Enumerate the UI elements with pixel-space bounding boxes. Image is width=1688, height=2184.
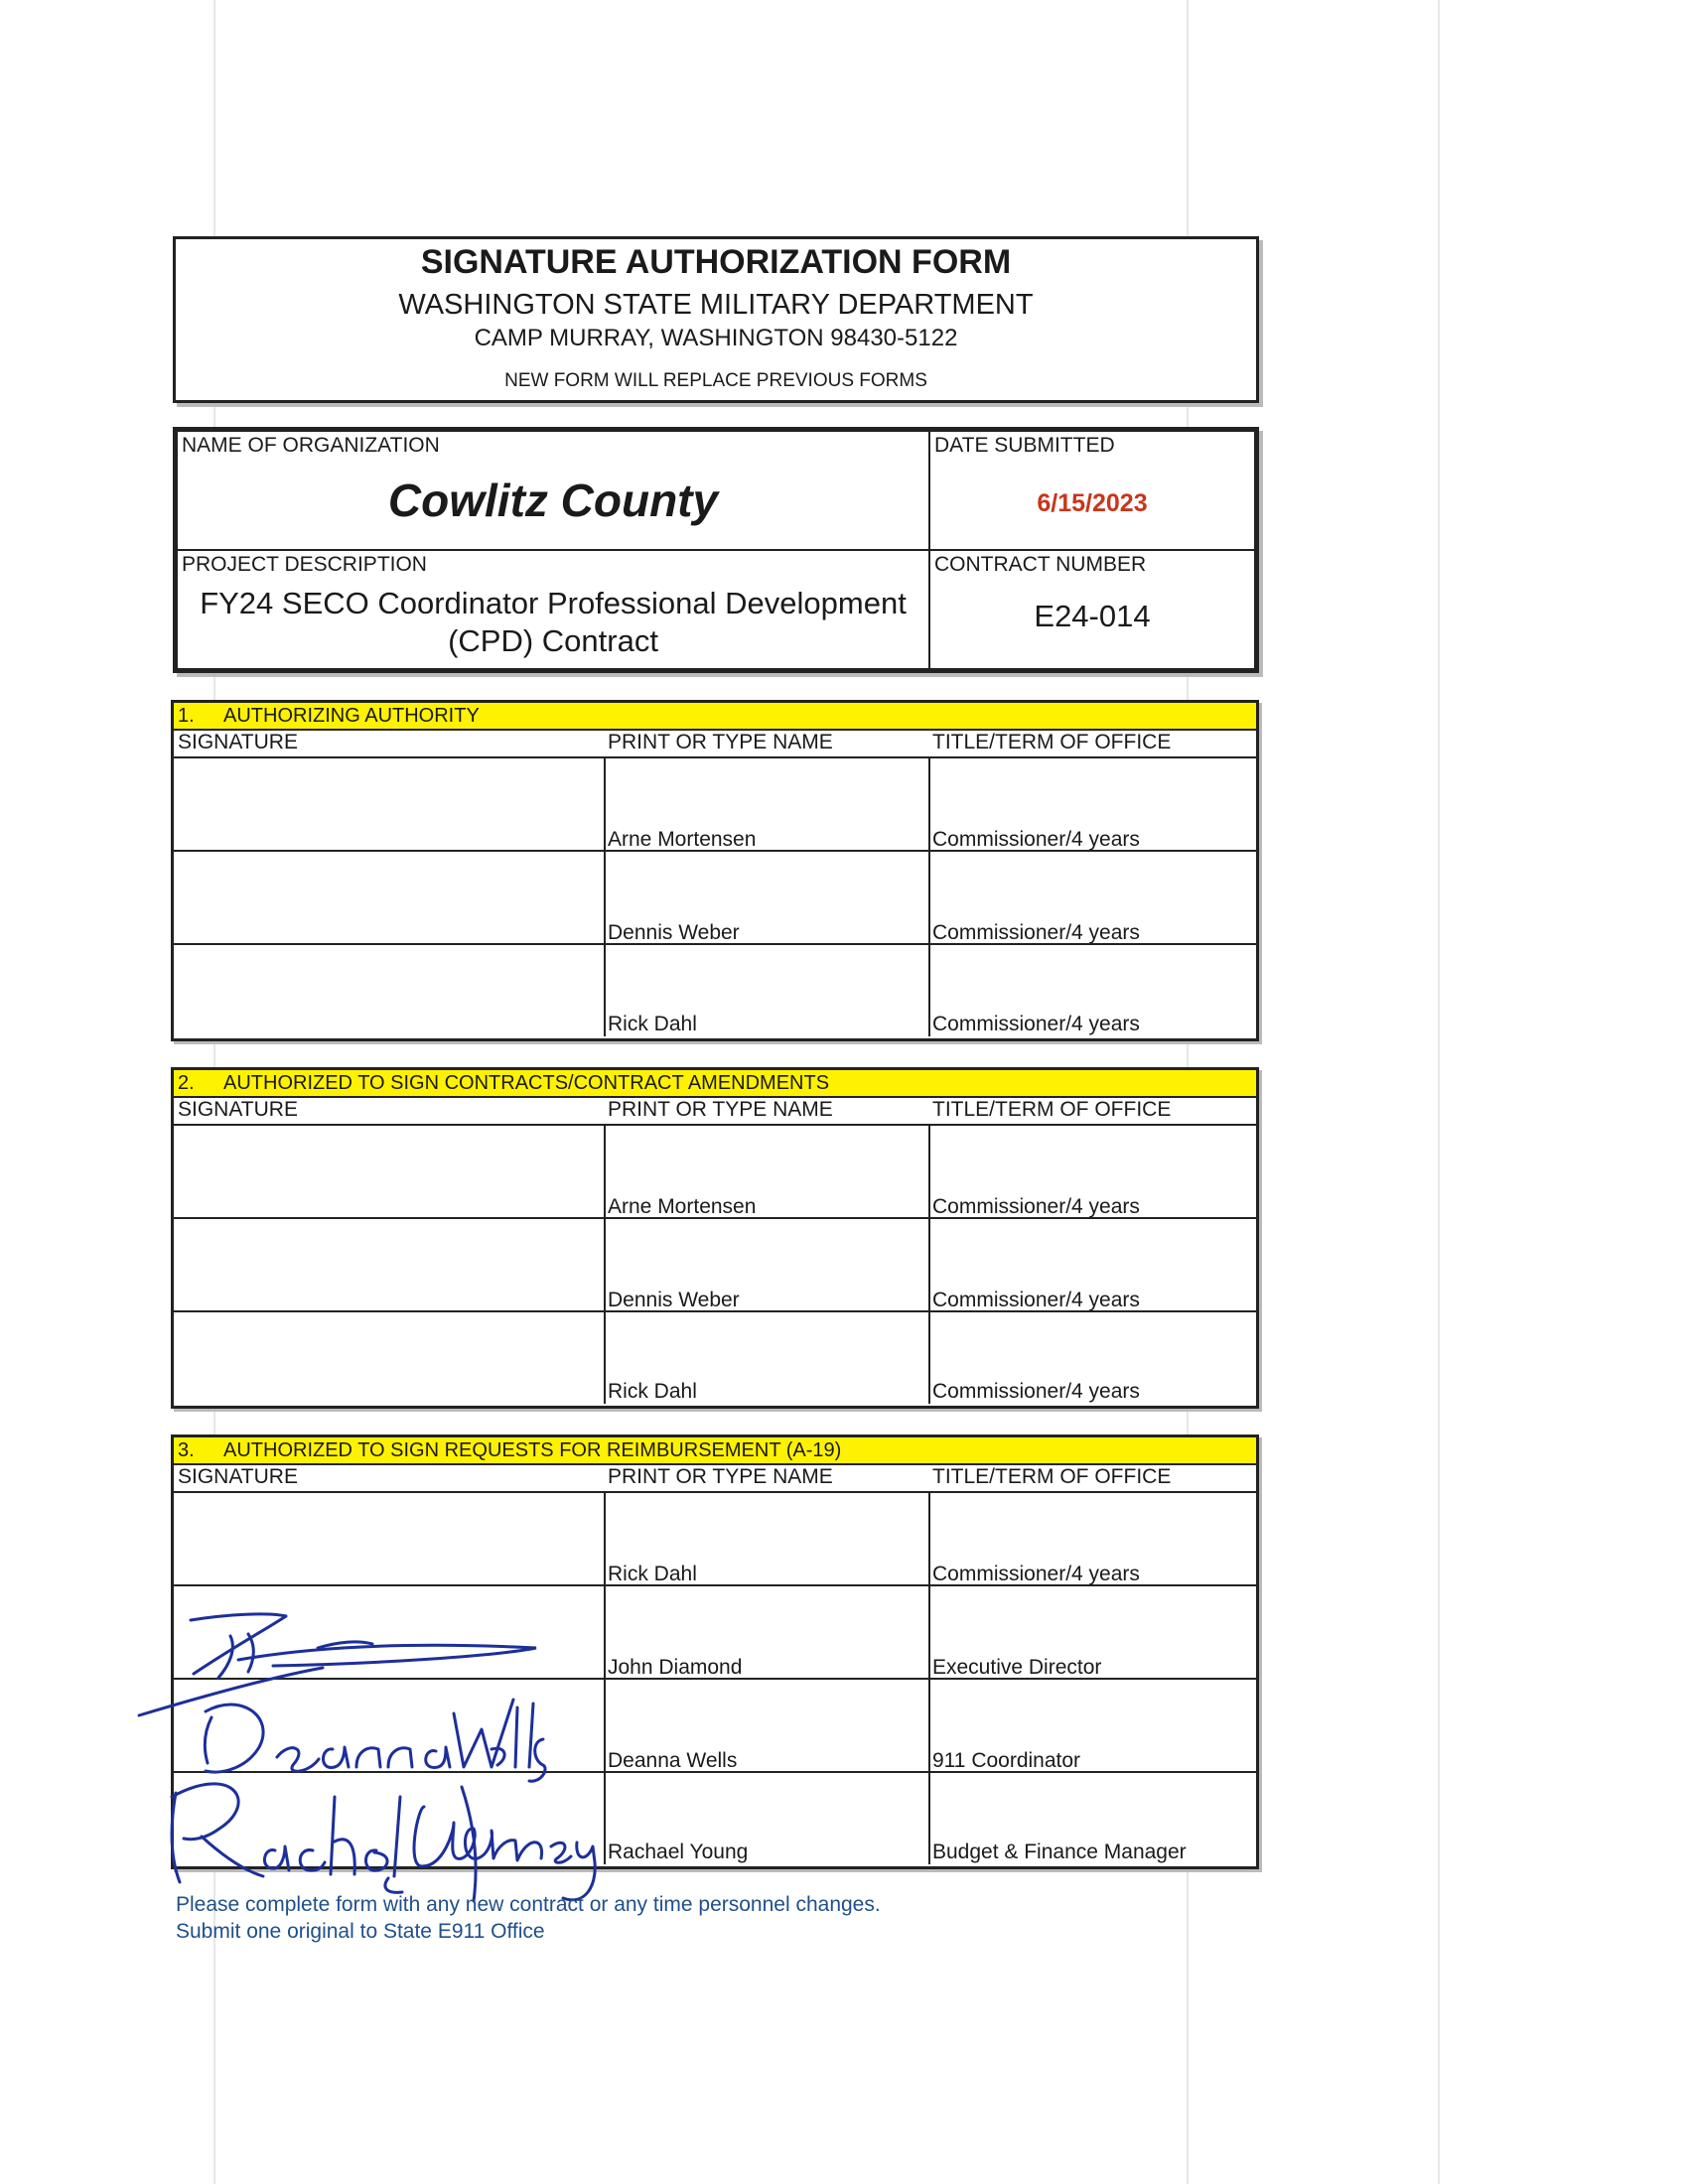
title-term: Executive Director — [932, 1656, 1102, 1679]
project-line-1: FY24 SECO Coordinator Professional Development — [200, 586, 907, 620]
form-note: NEW FORM WILL REPLACE PREVIOUS FORMS — [504, 370, 927, 391]
date-cell — [928, 430, 1256, 551]
title-term: Budget & Finance Manager — [932, 1841, 1187, 1863]
col-name-header: PRINT OR TYPE NAME — [608, 731, 833, 753]
title-term: Commissioner/4 years — [932, 828, 1140, 851]
title-cell — [928, 1493, 1256, 1586]
signature-row — [174, 1310, 1256, 1404]
signature-cell — [174, 758, 606, 852]
col-title-header: TITLE/TERM OF OFFICE — [932, 1465, 1172, 1488]
section-header — [174, 703, 1256, 731]
signature-cell — [174, 1219, 606, 1312]
project-description — [178, 585, 928, 660]
printed-name: Dennis Weber — [608, 921, 740, 944]
title-cell — [928, 1773, 1256, 1864]
date-submitted: 6/15/2023 — [1037, 489, 1148, 517]
printed-name: Rick Dahl — [608, 1380, 697, 1403]
organization-info — [173, 427, 1259, 673]
section-title: AUTHORIZING AUTHORITY — [223, 705, 480, 727]
form-title: SIGNATURE AUTHORIZATION FORM — [420, 243, 1012, 281]
name-cell — [604, 1312, 930, 1404]
org-name-label: NAME OF ORGANIZATION — [182, 434, 440, 457]
title-cell — [928, 1126, 1256, 1219]
printed-name: Deanna Wells — [608, 1749, 738, 1772]
title-cell — [928, 758, 1256, 852]
title-cell — [928, 1586, 1256, 1680]
title-cell — [928, 852, 1256, 945]
name-cell — [604, 1493, 930, 1586]
printed-name: Dennis Weber — [608, 1289, 740, 1311]
name-cell — [604, 1126, 930, 1219]
org-name-cell — [176, 430, 930, 551]
signature-cell — [174, 1493, 606, 1586]
col-signature-header: SIGNATURE — [178, 731, 298, 753]
col-title-header: TITLE/TERM OF OFFICE — [932, 1098, 1172, 1121]
section-authorizing-authority — [171, 700, 1259, 1041]
section-number: 3. — [178, 1439, 195, 1461]
col-title-header: TITLE/TERM OF OFFICE — [932, 731, 1172, 753]
contract-cell — [928, 549, 1256, 670]
title-term: Commissioner/4 years — [932, 1195, 1140, 1218]
col-signature-header: SIGNATURE — [178, 1098, 298, 1121]
signature-row — [174, 1491, 1256, 1586]
footer-line-2: Submit one original to State E911 Office — [176, 1920, 545, 1943]
printed-name: Arne Mortensen — [608, 828, 757, 851]
printed-name: Rick Dahl — [608, 1563, 697, 1585]
name-cell — [604, 1219, 930, 1312]
scan-line — [1438, 0, 1440, 2184]
title-cell — [928, 1219, 1256, 1312]
form-header — [173, 236, 1259, 403]
signature-rachael-young — [164, 1767, 621, 1906]
section-number: 1. — [178, 705, 195, 727]
footer-instructions — [176, 1891, 881, 1945]
signature-row — [174, 1124, 1256, 1219]
section-title: AUTHORIZED TO SIGN CONTRACTS/CONTRACT AMENDMENTS — [223, 1072, 830, 1094]
name-cell — [604, 1680, 930, 1773]
printed-name: John Diamond — [608, 1656, 743, 1679]
title-cell — [928, 945, 1256, 1036]
title-term: Commissioner/4 years — [932, 1380, 1140, 1403]
signature-cell — [174, 1312, 606, 1404]
footer-line-1: Please complete form with any new contract or any time personnel changes. — [176, 1893, 881, 1916]
printed-name: Arne Mortensen — [608, 1195, 757, 1218]
col-name-header: PRINT OR TYPE NAME — [608, 1465, 833, 1488]
name-cell — [604, 852, 930, 945]
signature-cell — [174, 1126, 606, 1219]
col-name-header: PRINT OR TYPE NAME — [608, 1098, 833, 1121]
title-cell — [928, 1312, 1256, 1404]
printed-name: Rachael Young — [608, 1841, 749, 1863]
section-header — [174, 1437, 1256, 1465]
date-label: DATE SUBMITTED — [934, 434, 1115, 457]
title-term: 911 Coordinator — [932, 1749, 1081, 1772]
department-name: WASHINGTON STATE MILITARY DEPARTMENT — [398, 289, 1034, 321]
name-cell — [604, 1773, 930, 1864]
name-cell — [604, 758, 930, 852]
contract-label: CONTRACT NUMBER — [934, 553, 1147, 576]
col-signature-header: SIGNATURE — [178, 1465, 298, 1488]
project-label: PROJECT DESCRIPTION — [182, 553, 427, 576]
signature-row — [174, 756, 1256, 852]
name-cell — [604, 945, 930, 1036]
name-cell — [604, 1586, 930, 1680]
department-address: CAMP MURRAY, WASHINGTON 98430-5122 — [474, 325, 958, 351]
title-term: Commissioner/4 years — [932, 1289, 1140, 1311]
org-name: Cowlitz County — [387, 475, 719, 526]
signature-row — [174, 850, 1256, 945]
signature-cell — [174, 852, 606, 945]
title-cell — [928, 1680, 1256, 1773]
section-contract-signers — [171, 1067, 1259, 1409]
section-number: 2. — [178, 1072, 195, 1094]
title-term: Commissioner/4 years — [932, 1563, 1140, 1585]
section-title: AUTHORIZED TO SIGN REQUESTS FOR REIMBURSEMENT (A-19) — [223, 1439, 842, 1461]
signature-row — [174, 943, 1256, 1036]
title-term: Commissioner/4 years — [932, 1013, 1140, 1035]
printed-name: Rick Dahl — [608, 1013, 697, 1035]
section-header — [174, 1070, 1256, 1098]
title-term: Commissioner/4 years — [932, 921, 1140, 944]
project-cell — [176, 549, 930, 670]
signature-row — [174, 1217, 1256, 1312]
project-line-2: (CPD) Contract — [448, 623, 658, 658]
contract-number: E24-014 — [1034, 599, 1151, 633]
signature-cell — [174, 945, 606, 1036]
